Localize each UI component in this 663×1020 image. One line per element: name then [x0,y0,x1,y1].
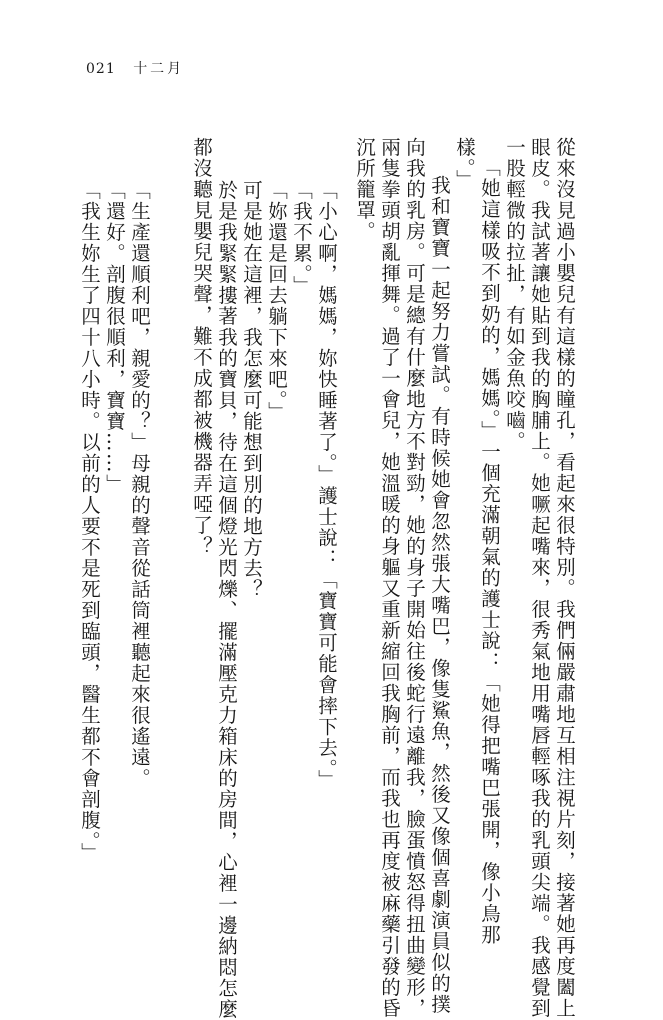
page-number: 021 [86,61,116,77]
text-column: 「還好。剖腹很順利，寶寶……」 [103,180,126,495]
text-column: 「妳還是回去躺下來吧。」 [265,180,288,423]
text-column: 「小心啊，媽媽，妳快睡著了。」護士說：「寶寶可能會摔下去。」 [315,180,338,791]
text-column: 眼皮。我試著讓她貼到我的胸脯上。她噘起嘴來，很秀氣地用嘴唇輕啄我的乳頭尖端。我感覺到 [528,137,551,1019]
text-column: 一股輕微的拉扯，有如金魚咬嚙。 [503,137,526,452]
chapter-title: 十二月 [133,61,185,77]
text-column: 樣。」 [453,137,476,191]
text-column: 向我的乳房。可是總有什麼地方不對勁，她的身子開始往後蛇行遠離我，臉蛋憤怒得扭曲變形， [403,137,426,1019]
text-column: 於是我緊緊摟著我的寶貝，待在這個燈光閃爍、擺滿壓克力箱床的房間，心裡一邊納悶怎麼 [215,180,238,1020]
text-column: 可是她在這裡，我怎麼可能想到別的地方去？ [240,180,263,600]
text-column: 「我不累。」 [290,180,313,297]
text-column: 沉所籠罩。 [353,137,376,242]
text-column: 從來沒見過小嬰兒有這樣的瞳孔，看起來很特別。我們倆嚴肅地互相注視片刻，接著她再度闔上 [553,137,576,1019]
running-header [86,58,184,78]
text-column: 「她這樣吸不到奶的，媽媽。」一個充滿朝氣的護士說：「她得把嘴巴張開，像小鳥那 [478,157,501,946]
text-column: 「生產還順利吧，親愛的？」母親的聲音從話筒裡聽起來很遙遠。 [128,180,151,789]
text-column: 都沒聽見嬰兒哭聲，難不成都被機器弄啞了？ [190,137,213,557]
text-column: 「我生妳生了四十八小時。以前的人要不是死到臨頭，醫生都不會剖腹。」 [78,180,101,864]
text-column: 我和寶寶一起努力嘗試。有時候她會忽然張大嘴巴，像隻鯊魚，然後又像個喜劇演員似的撲 [428,175,451,1015]
text-column: 兩隻拳頭胡亂揮舞。過了一會兒，她溫暖的身軀又重新縮回我胸前，而我也再度被麻藥引發的昏 [378,137,401,1019]
